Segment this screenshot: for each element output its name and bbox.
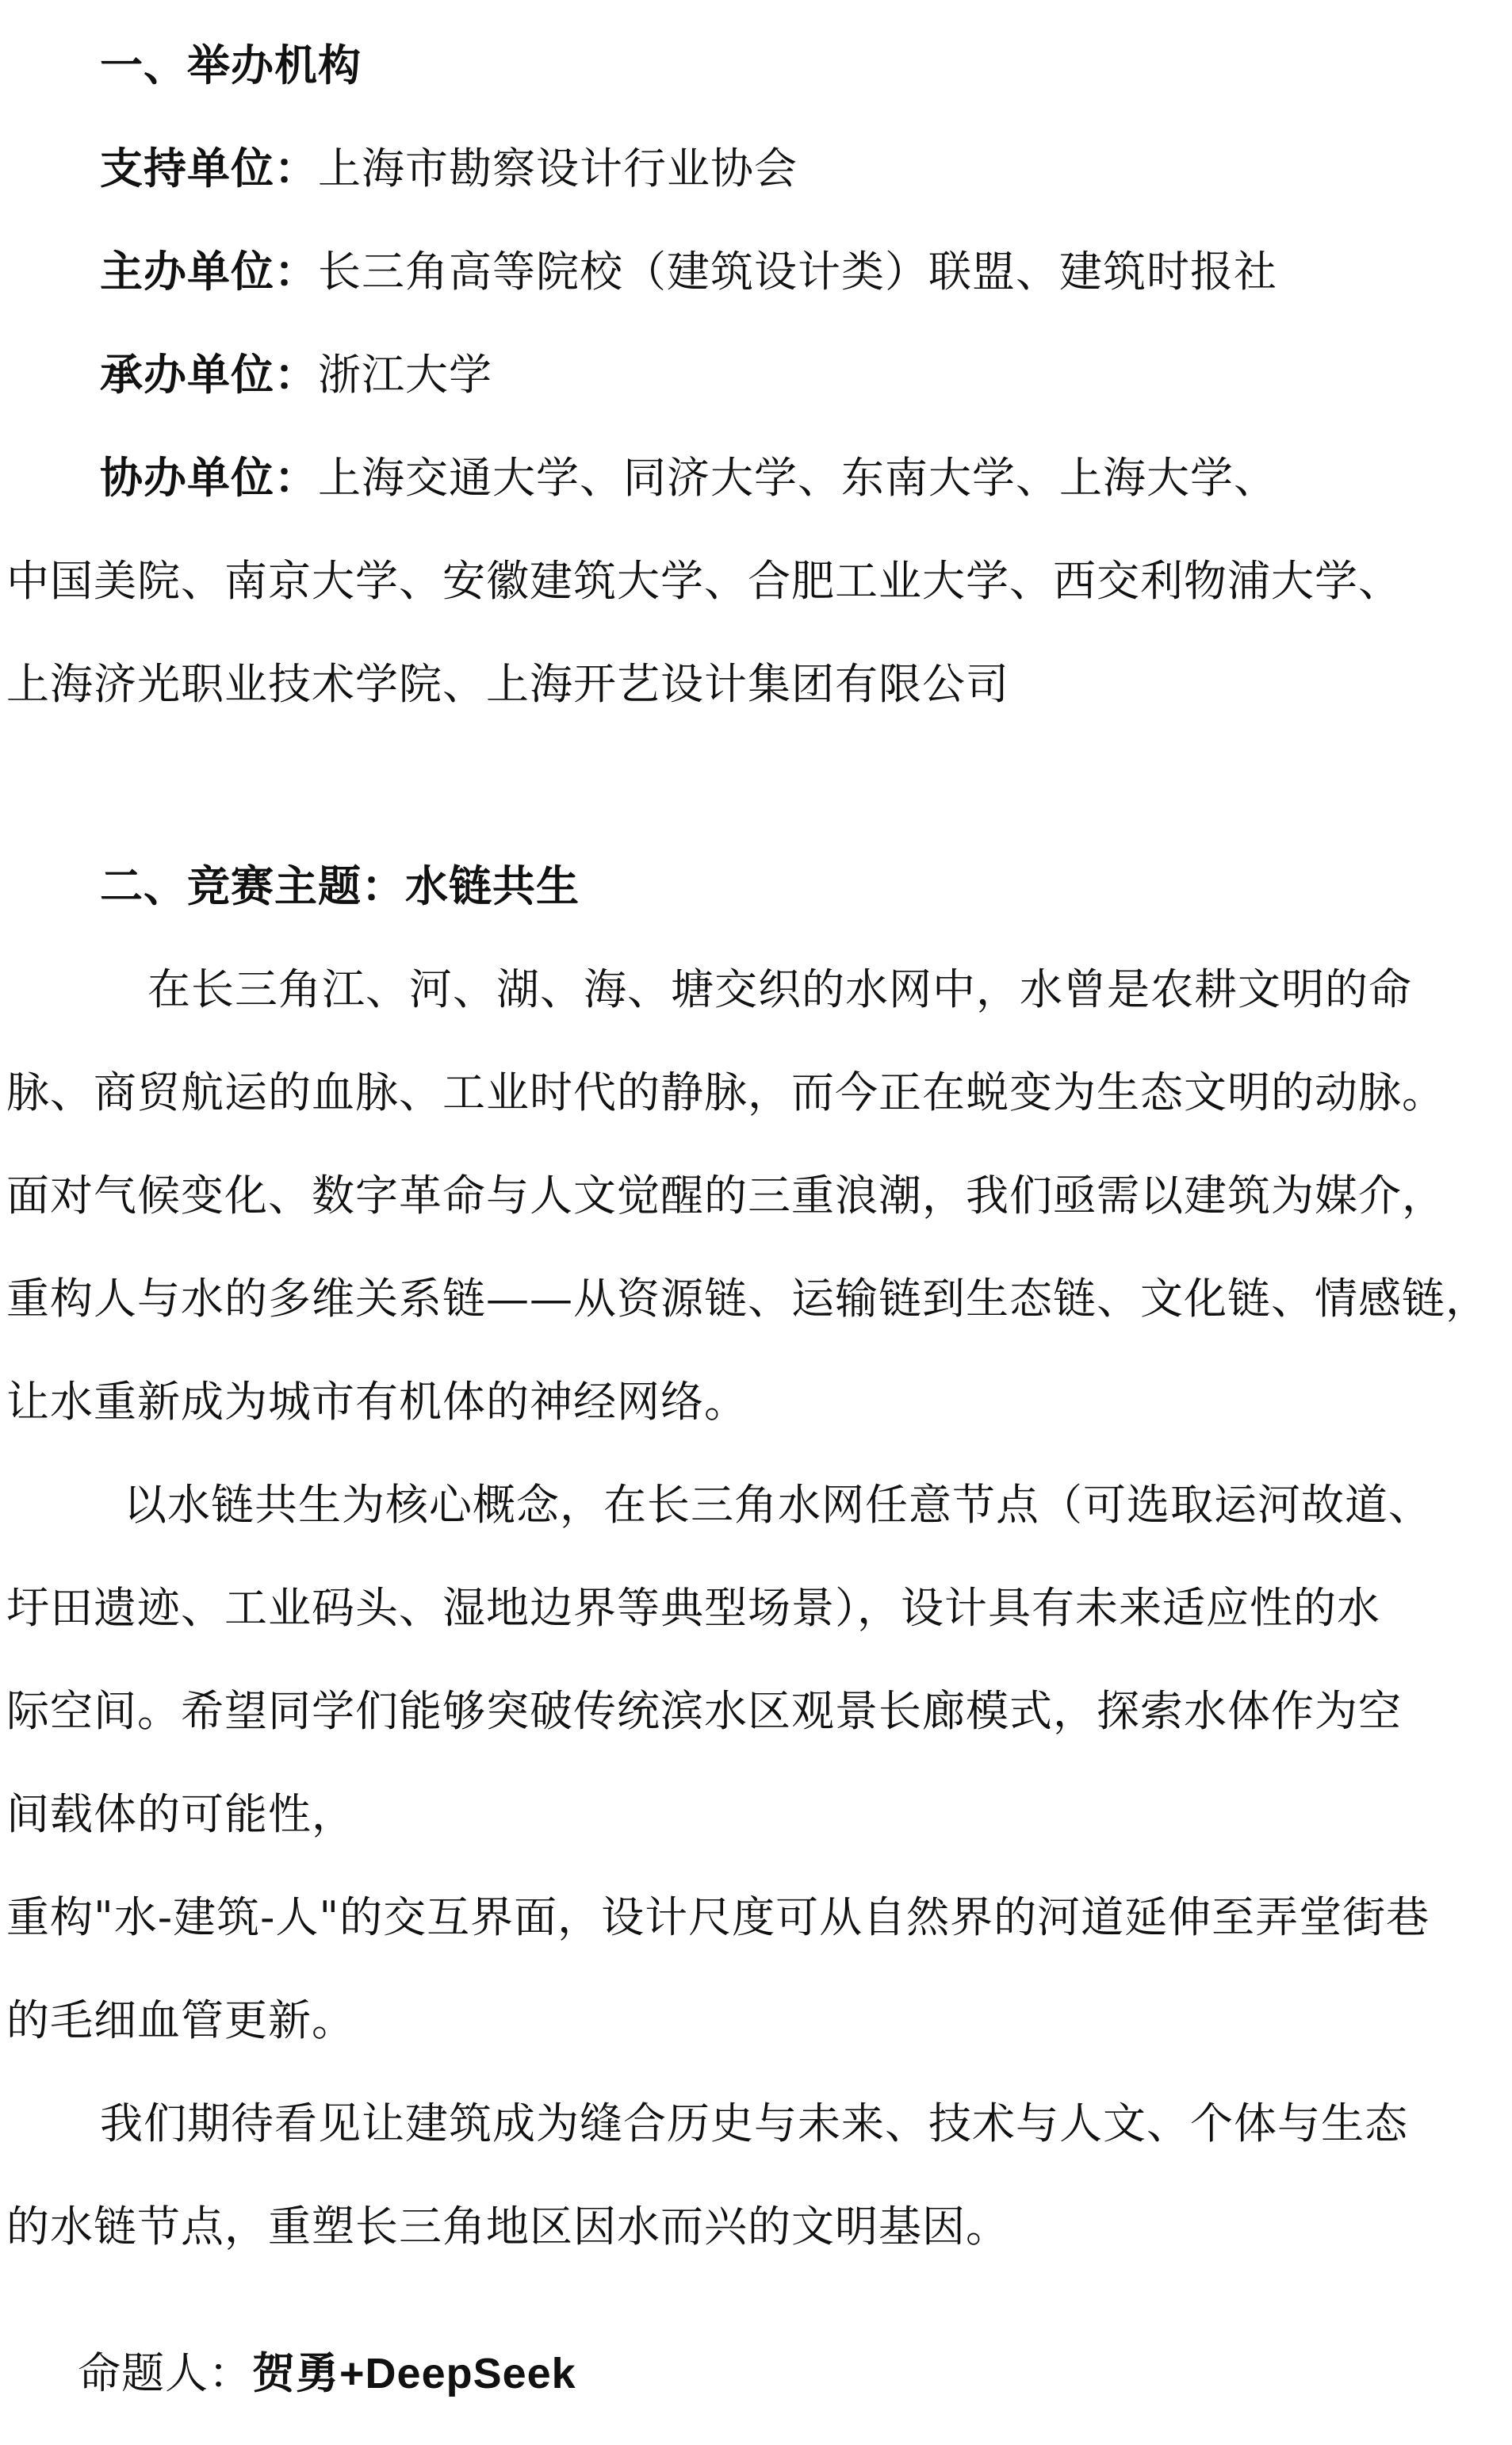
host-unit-line bbox=[0, 244, 1512, 300]
paragraph1-line5: 让水重新成为城市有机体的神经网络。 bbox=[6, 1377, 748, 1427]
host-unit-label: 主办单位： bbox=[100, 247, 318, 297]
co-unit-line bbox=[0, 450, 1512, 506]
paragraph3-line2: 的水链节点，重塑长三角地区因水而兴的文明基因。 bbox=[6, 2202, 1009, 2251]
paragraph2-line1: 以水链共生为核心概念，在长三角水网任意节点（可选取运河故道、 bbox=[124, 1480, 1432, 1530]
paragraph1-line4: 重构人与水的多维关系链——从资源链、运输链到生态链、文化链、情感链， bbox=[6, 1274, 1489, 1324]
paragraph1-line3: 面对气候变化、数字革命与人文觉醒的三重浪潮，我们亟需以建筑为媒介， bbox=[6, 1171, 1445, 1221]
host-unit-value: 长三角高等院校（建筑设计类）联盟、建筑时报社 bbox=[318, 247, 1277, 297]
section2-heading: 二、竞赛主题：水链共生 bbox=[100, 861, 580, 911]
support-unit-label: 支持单位： bbox=[100, 144, 318, 194]
author-label: 命题人： bbox=[78, 2348, 252, 2398]
paragraph2-line3: 际空间。希望同学们能够突破传统滨水区观景长廊模式，探索水体作为空 bbox=[6, 1686, 1402, 1736]
paragraph2-line6: 的毛细血管更新。 bbox=[6, 1995, 355, 2045]
co-unit-value-line2: 中国美院、南京大学、安徽建筑大学、合肥工业大学、西交利物浦大学、 bbox=[6, 556, 1402, 606]
section1-heading: 一、举办机构 bbox=[100, 40, 362, 90]
support-unit-value: 上海市勘察设计行业协会 bbox=[318, 144, 798, 194]
author-line bbox=[0, 2346, 1512, 2401]
paragraph2-line4: 间载体的可能性， bbox=[6, 1789, 355, 1839]
organizer-unit-value: 浙江大学 bbox=[318, 350, 492, 400]
paragraph1-line1: 在长三角江、河、湖、海、塘交织的水网中，水曾是农耕文明的命 bbox=[147, 964, 1412, 1014]
paragraph1-line2: 脉、商贸航运的血脉、工业时代的静脉，而今正在蜕变为生态文明的动脉。 bbox=[6, 1067, 1445, 1117]
author-value: 贺勇+DeepSeek bbox=[252, 2350, 576, 2397]
co-unit-value-line3: 上海济光职业技术学院、上海开艺设计集团有限公司 bbox=[6, 659, 1009, 709]
paragraph2-line5: 重构"水-建筑-人"的交互界面，设计尺度可从自然界的河道延伸至弄堂街巷 bbox=[6, 1892, 1430, 1942]
support-unit-line bbox=[0, 141, 1512, 197]
co-unit-value-line1: 上海交通大学、同济大学、东南大学、上海大学、 bbox=[318, 453, 1277, 503]
organizer-unit-label: 承办单位： bbox=[100, 350, 318, 400]
organizer-unit-line bbox=[0, 347, 1512, 403]
paragraph2-line2: 圩田遗迹、工业码头、湿地边界等典型场景），设计具有未来适应性的水 bbox=[6, 1583, 1380, 1633]
paragraph3-line1: 我们期待看见让建筑成为缝合历史与未来、技术与人文、个体与生态 bbox=[100, 2098, 1408, 2148]
co-unit-label: 协办单位： bbox=[100, 453, 318, 503]
